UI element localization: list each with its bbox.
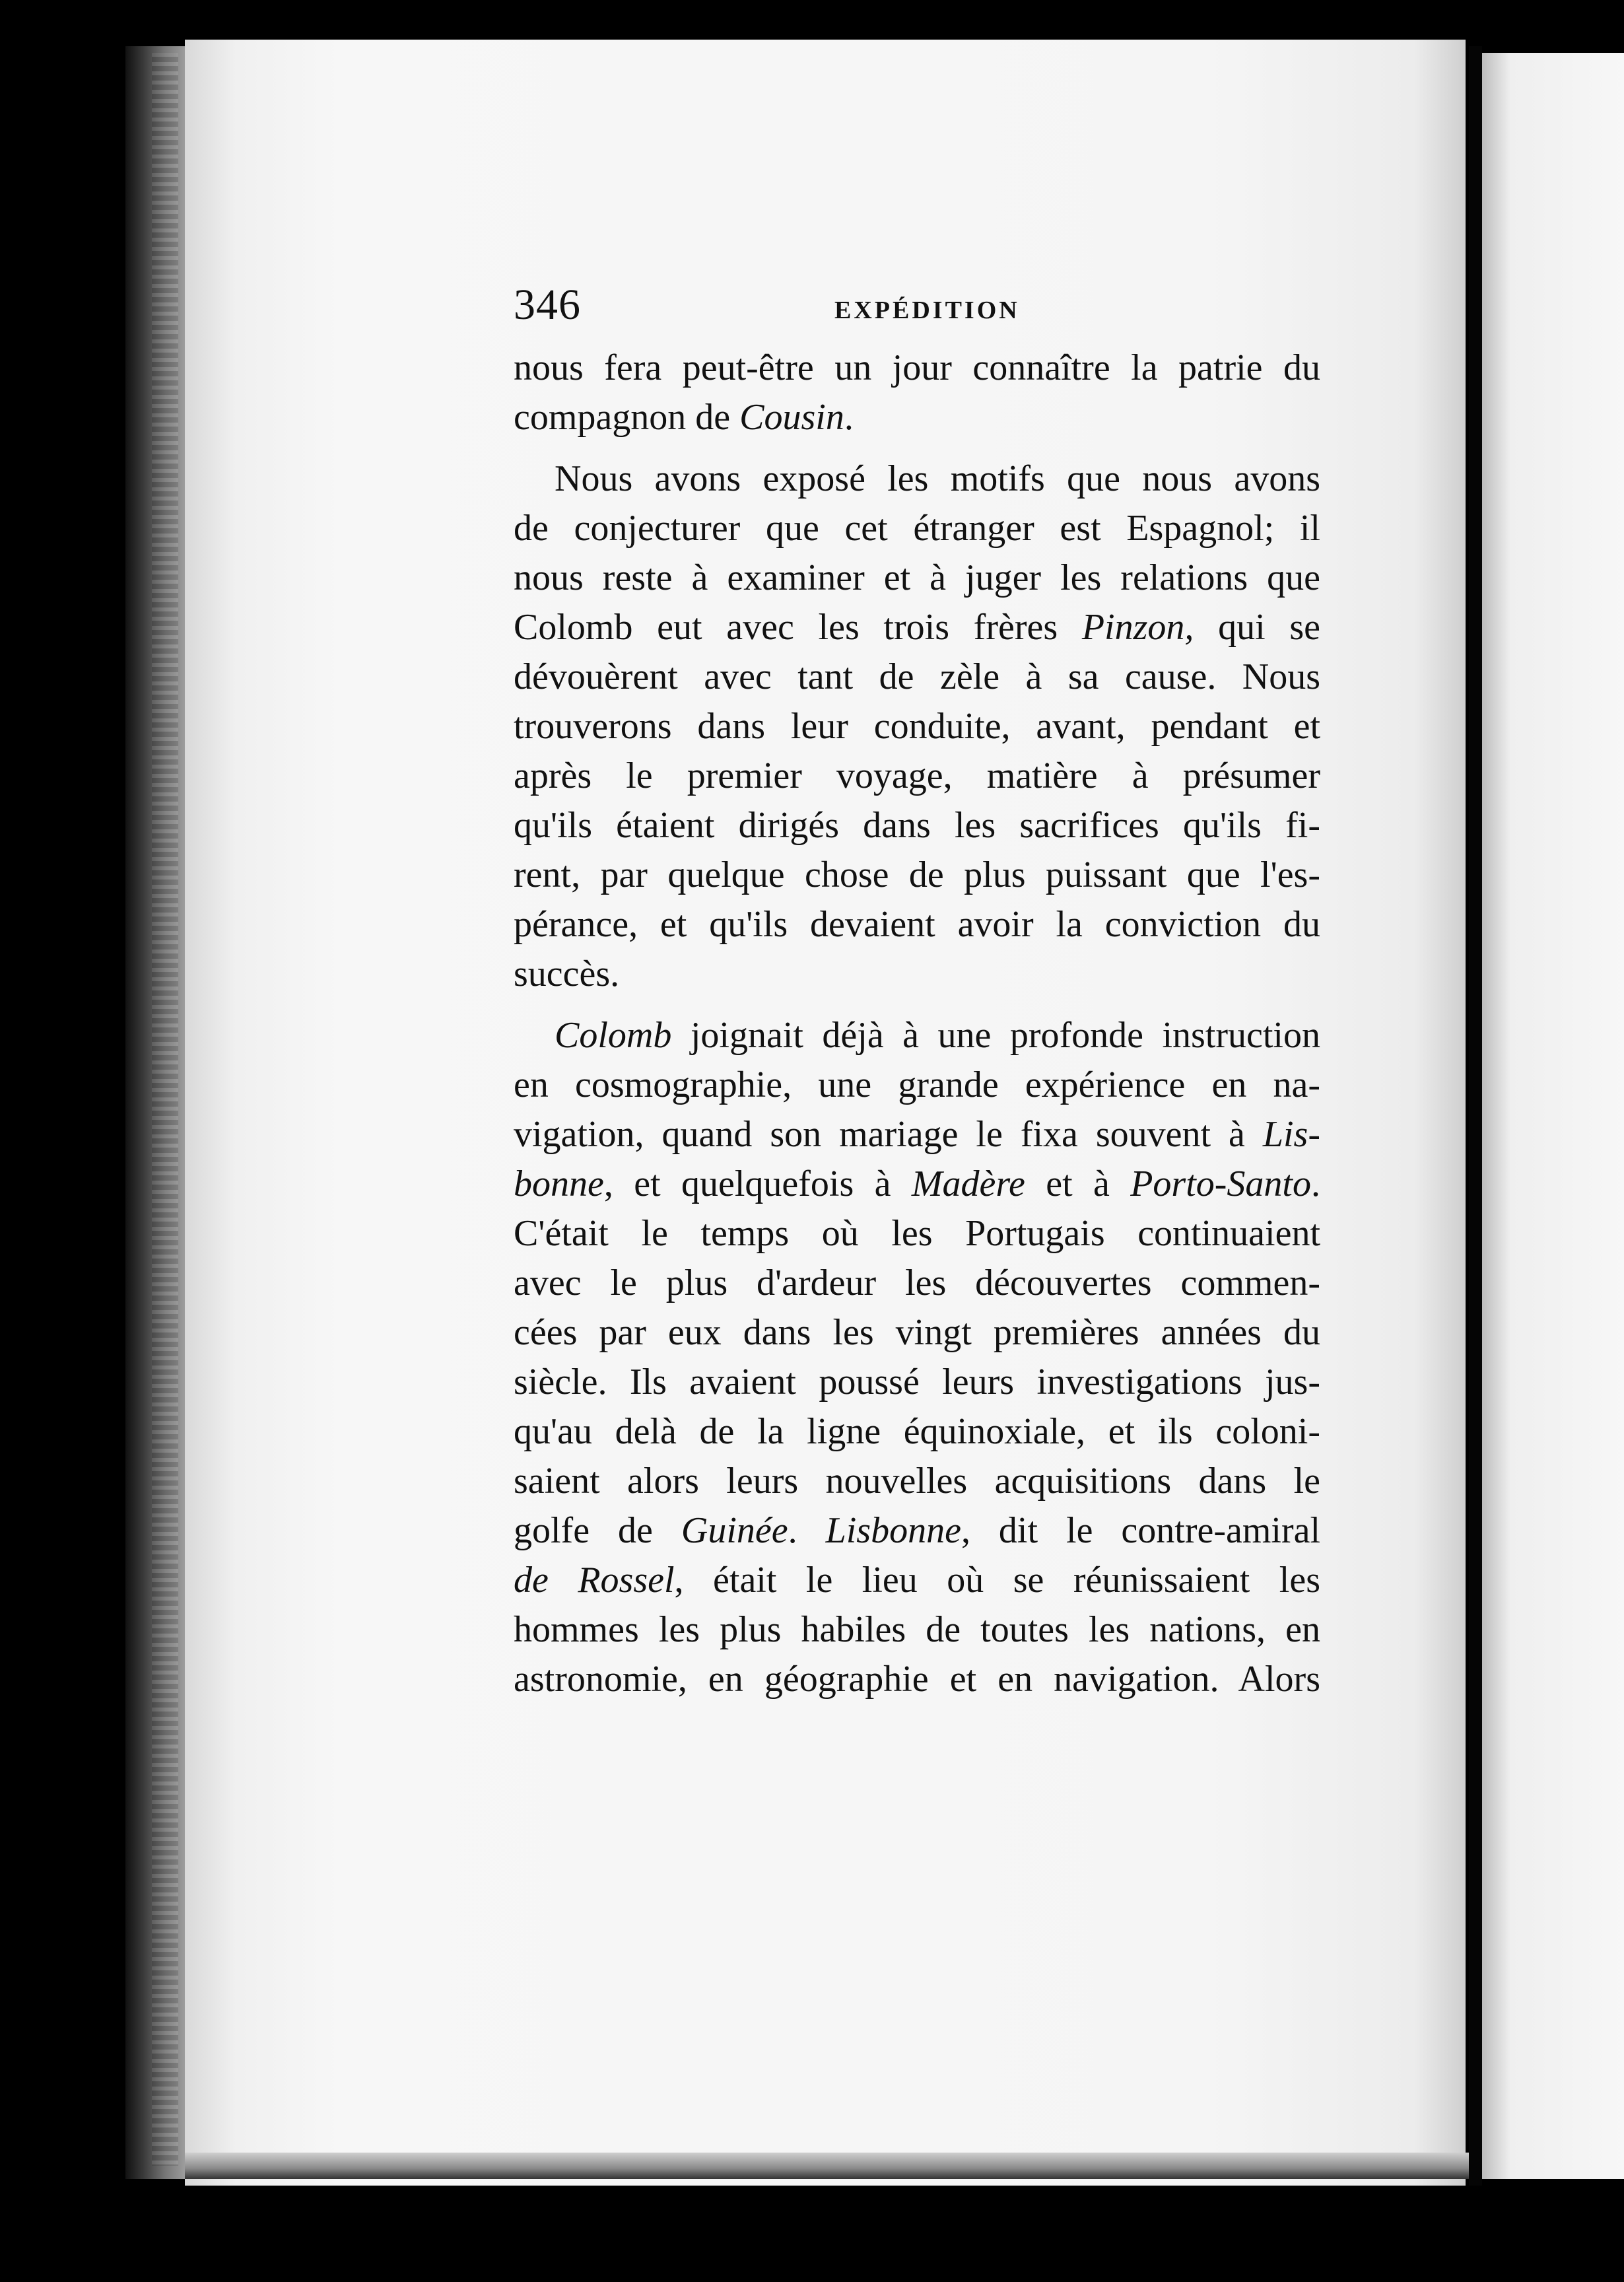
- text-line: [514, 343, 1320, 393]
- text-span: avec le plus d'ardeur les découvertes commen-: [514, 1262, 1320, 1303]
- text-line: [514, 900, 1320, 950]
- text-line: [514, 1655, 1320, 1704]
- text-line: [514, 1060, 1320, 1110]
- text-span: qu'au delà de la ligne équinoxiale, et ils coloni-: [514, 1411, 1320, 1452]
- italic-name: Madère: [911, 1163, 1025, 1204]
- text-span: nous reste à examiner et à juger les relations que: [514, 557, 1320, 598]
- text-span: siècle. Ils avaient poussé leurs investigations jus-: [514, 1362, 1320, 1402]
- text-line: [514, 1110, 1320, 1159]
- text-span: qu'ils étaient dirigés dans les sacrifices qu'ils fi-: [514, 805, 1320, 846]
- facing-page-edge: [1482, 53, 1624, 2179]
- text-line: [514, 1457, 1320, 1506]
- italic-name: Lis-: [1262, 1114, 1320, 1155]
- spine-texture: [152, 53, 178, 2166]
- text-span: succès.: [514, 953, 620, 994]
- text-span: , dit le contre-amiral: [961, 1510, 1320, 1551]
- text-span: Nous avons exposé les motifs que nous avons: [555, 458, 1320, 499]
- text-span: joignait déjà à une profonde instruction: [671, 1015, 1320, 1056]
- text-line: [514, 1407, 1320, 1457]
- text-span: vigation, quand son mariage le fixa souvent à: [514, 1114, 1263, 1155]
- text-line: [514, 801, 1320, 850]
- text-span: golfe de: [514, 1510, 681, 1551]
- text-span: trouverons dans leur conduite, avant, pendant et: [514, 706, 1320, 747]
- text-span: astronomie, en géographie et en navigation. Alors: [514, 1659, 1320, 1700]
- text-line: [514, 504, 1320, 553]
- page-number: 346: [514, 281, 581, 329]
- text-span: dévouèrent avec tant de zèle à sa cause. Nous: [514, 656, 1320, 697]
- text-line: [514, 1011, 1320, 1060]
- text-span: , et quelquefois à: [603, 1163, 912, 1204]
- page-bottom-edge: [185, 2153, 1472, 2179]
- text-span: qui se: [1194, 607, 1320, 648]
- text-line: [514, 1308, 1320, 1358]
- text-line: [514, 1358, 1320, 1407]
- text-span: .: [844, 397, 854, 438]
- italic-name: bonne: [514, 1163, 604, 1204]
- text-line: [514, 553, 1320, 603]
- text-line: [514, 850, 1320, 900]
- text-line: [514, 1209, 1320, 1259]
- text-span: en cosmographie, une grande expérience en na-: [514, 1064, 1320, 1105]
- text-span: nous fera peut-être un jour connaître la patrie du: [514, 347, 1320, 388]
- text-span: , était le lieu où se réunissaient les: [674, 1560, 1321, 1601]
- text-span: après le premier voyage, matière à présumer: [514, 755, 1320, 796]
- text-line: [514, 652, 1320, 702]
- paragraph-gap: [514, 442, 1320, 454]
- text-span: compagnon de: [514, 397, 740, 438]
- page-gutter: [1469, 46, 1482, 2186]
- text-line: [514, 950, 1320, 999]
- text-line: [514, 603, 1320, 652]
- text-line: [514, 702, 1320, 751]
- text-span: et à: [1025, 1163, 1131, 1204]
- italic-name: Guinée: [681, 1510, 788, 1551]
- text-span: C'était le temps où les Portugais continuaient: [514, 1213, 1320, 1254]
- text-line: [514, 1605, 1320, 1655]
- text-span: .: [1310, 1163, 1320, 1204]
- text-span: .: [788, 1510, 826, 1551]
- italic-name: Colomb: [555, 1015, 672, 1056]
- running-head: EXPÉDITION: [834, 296, 1020, 324]
- paragraph-gap: [514, 999, 1320, 1011]
- body-text: [514, 343, 1320, 1704]
- text-span: saient alors leurs nouvelles acquisitions dans le: [514, 1461, 1320, 1502]
- text-line: [514, 1506, 1320, 1556]
- text-span: pérance, et qu'ils devaient avoir la conviction du: [514, 904, 1320, 945]
- italic-name: Pinzon,: [1081, 607, 1194, 648]
- text-span: de conjecturer que cet étranger est Espagnol; il: [514, 508, 1320, 549]
- text-span: hommes les plus habiles de toutes les nations, en: [514, 1609, 1320, 1650]
- italic-name: de Rossel: [514, 1560, 675, 1601]
- text-line: [514, 454, 1320, 504]
- text-span: cées par eux dans les vingt premières années du: [514, 1312, 1320, 1353]
- text-span: Colomb eut avec les trois frères: [514, 607, 1082, 648]
- text-span: rent, par quelque chose de plus puissant que l'es-: [514, 854, 1320, 895]
- italic-name: Lisbonne: [825, 1510, 961, 1551]
- text-line: [514, 1159, 1320, 1209]
- text-line: [514, 1556, 1320, 1605]
- italic-name: Porto-Santo: [1130, 1163, 1311, 1204]
- text-line: [514, 1259, 1320, 1308]
- page-header: [514, 276, 1320, 335]
- text-line: [514, 751, 1320, 801]
- italic-name: Cousin: [739, 397, 844, 438]
- text-line: [514, 393, 1320, 442]
